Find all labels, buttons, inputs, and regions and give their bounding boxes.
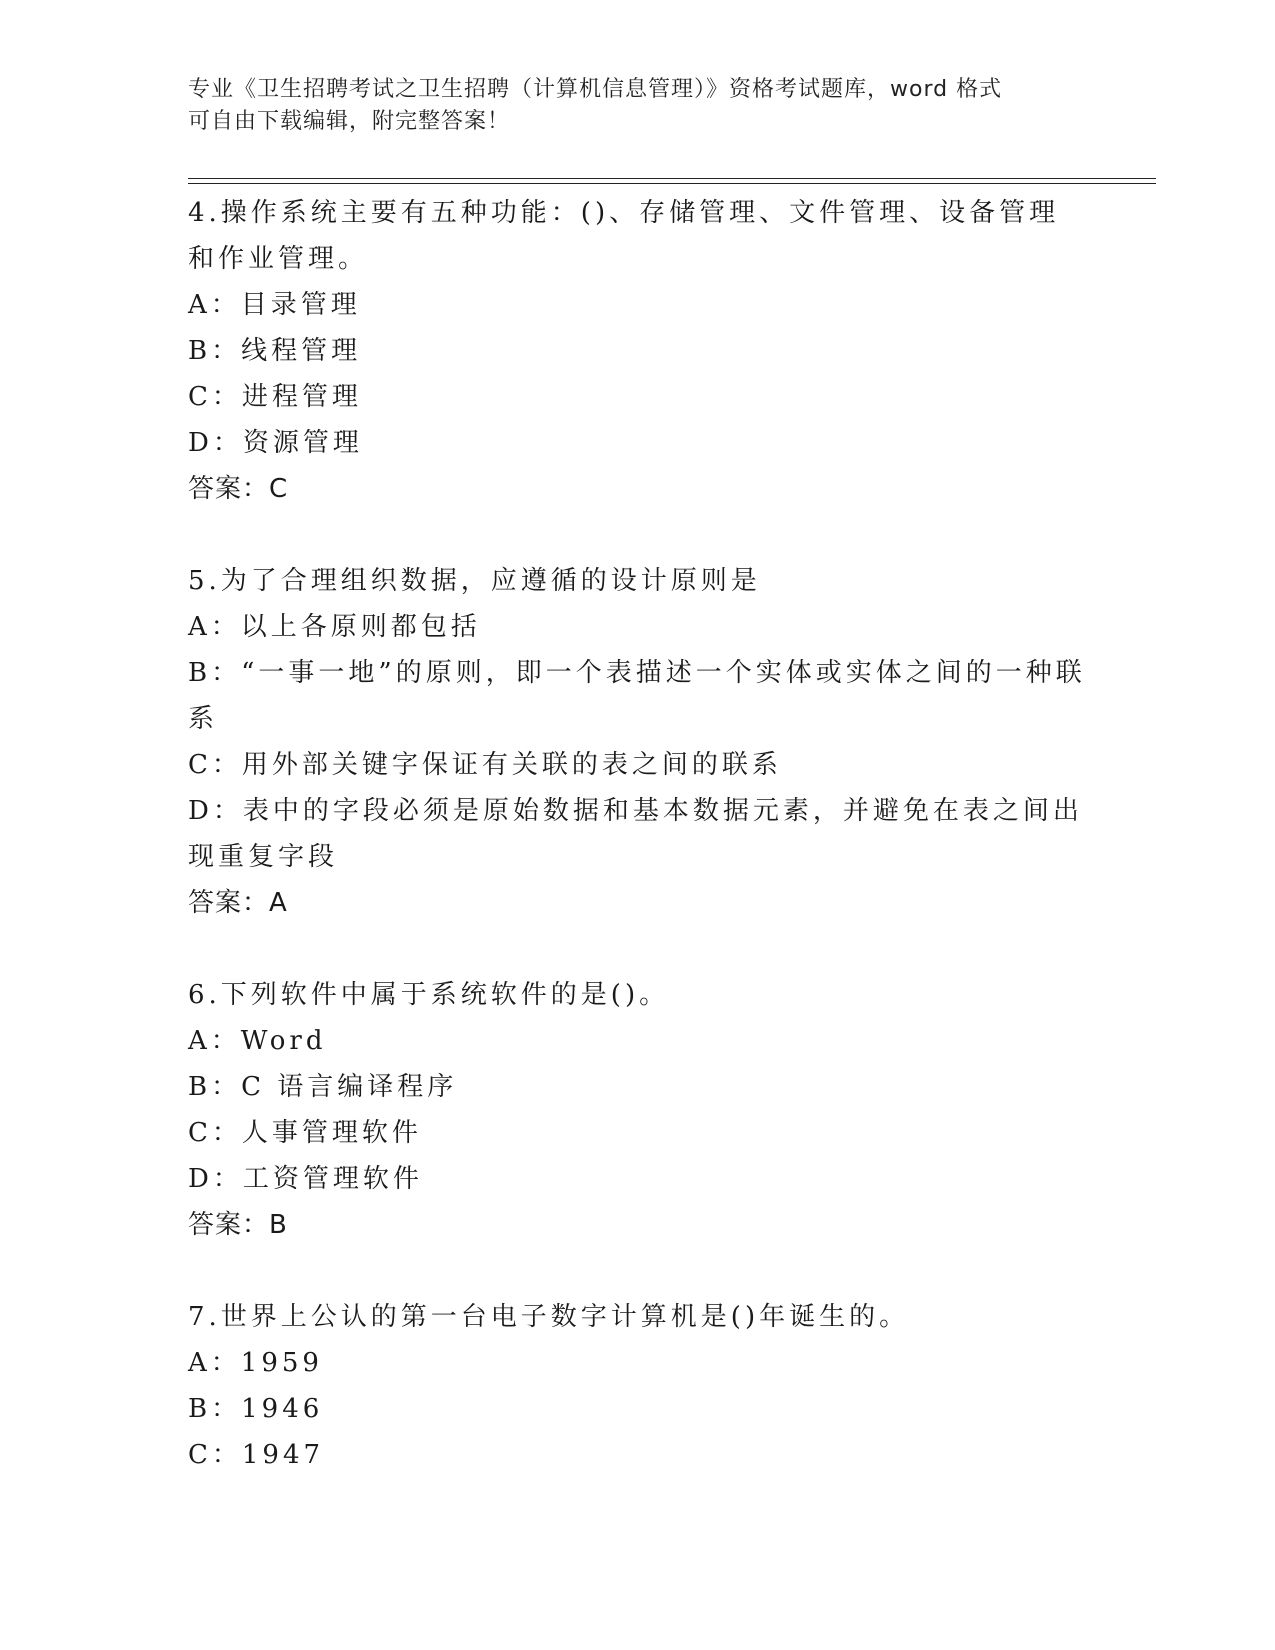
header-line-2: 可自由下载编辑，附完整答案！ — [188, 109, 511, 134]
option-a: A：以上各原则都包括 — [188, 612, 481, 642]
option-d: D：表中的字段必须是原始数据和基本数据元素，并避免在表之间出现重复字段 — [188, 796, 1083, 872]
option-c: C：人事管理软件 — [188, 1118, 422, 1148]
answer: 答案：B — [188, 1210, 288, 1240]
question-4 — [188, 190, 1088, 512]
question-stem: 7.世界上公认的第一台电子数字计算机是()年诞生的。 — [188, 1302, 910, 1332]
question-list — [188, 190, 1088, 1524]
option-b: B：1946 — [188, 1394, 324, 1424]
option-c: C：进程管理 — [188, 382, 362, 412]
question-stem: 5.为了合理组织数据，应遵循的设计原则是 — [188, 566, 761, 596]
option-b: B：C 语言编译程序 — [188, 1072, 458, 1102]
option-a: A：目录管理 — [188, 290, 361, 320]
option-c: C：1947 — [188, 1440, 325, 1470]
option-a: A：Word — [188, 1026, 327, 1056]
question-6 — [188, 972, 1088, 1248]
document-header — [188, 74, 1088, 138]
header-divider-bottom — [188, 183, 1156, 184]
header-line-1: 专业《卫生招聘考试之卫生招聘（计算机信息管理）》资格考试题库，word 格式 — [188, 77, 1003, 102]
answer: 答案：C — [188, 474, 289, 504]
question-stem: 4.操作系统主要有五种功能：()、存储管理、文件管理、设备管理和作业管理。 — [188, 198, 1060, 274]
option-d: D：资源管理 — [188, 428, 363, 458]
option-b: B：“一事一地”的原则，即一个表描述一个实体或实体之间的一种联系 — [188, 658, 1086, 734]
header-divider-top — [188, 178, 1156, 179]
option-c: C：用外部关键字保证有关联的表之间的联系 — [188, 750, 782, 780]
answer: 答案：A — [188, 888, 288, 918]
question-7 — [188, 1294, 1088, 1478]
question-5 — [188, 558, 1088, 926]
option-a: A：1959 — [188, 1348, 323, 1378]
option-d: D：工资管理软件 — [188, 1164, 423, 1194]
question-stem: 6.下列软件中属于系统软件的是()。 — [188, 980, 670, 1010]
option-b: B：线程管理 — [188, 336, 362, 366]
